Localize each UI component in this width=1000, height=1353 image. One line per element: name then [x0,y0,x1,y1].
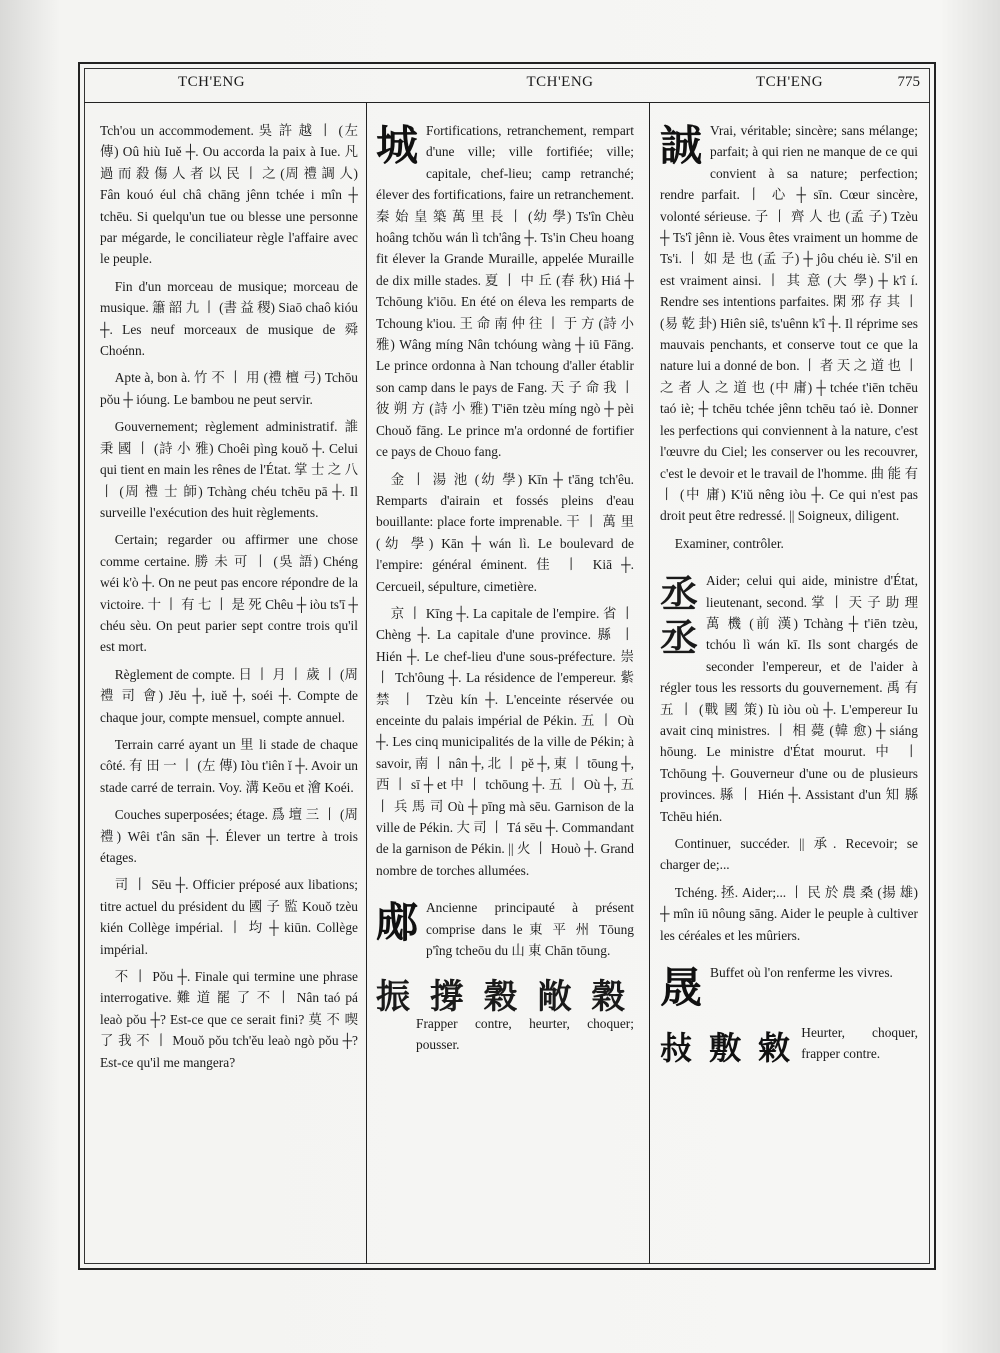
entry-definition: Ancienne principauté à présent comprise dans le 東 平 州 Tōung p'îng tcheōu du 山 東 Chān tōung. [426,900,634,959]
running-head-left: TCH'ENG [178,74,246,90]
column-rule-1 [366,102,367,1264]
col1-paragraph-9: 司 丨 Sēu ┼. Officier préposé aux libations; titre actuel du président du 國 子 監 Kouŏ tzèu kién Collège impérial. 丨 均 ┼ kiūn. Collège impérial. [100,877,358,957]
running-head-center: TCH'ENG [526,74,594,90]
entry-cheng-assist [660,570,918,952]
entry-definition: Heurter, choquer, frapper contre. [801,1025,918,1062]
col1-paragraph-7: Terrain carré ayant un 里 li stade de chaque côté. 有 田 一 丨 (左 傳) Iòu t'iên ĭ ┼. Avoir un stade carré de terrain. Voy. 溝 Keōu et 澮 Koéi. [100,736,358,795]
headword-char-top: 丞 [660,572,699,617]
column-rule-2 [649,102,650,1264]
entry-definition: Vrai, véritable; sincère; sans mélange; parfait; à qui rien ne manque de ce qui convient à sa nature; perfection; rendre parfait. 丨 心 ┼ sīn. Cœur sincère, volonté sérieuse. 子 丨 齊 人 也 (孟 子) Tzèu ┼ Ts'î jênn iè. Vous êtes vraiment un homme de Ts'i. 丨 如 是 也 (孟 子) ┼ jôu chéu iè. S'il en est vraiment ainsi. 丨 其 意 (大 學) ┼ k'î í. Rendre ses intentions parfaites. 閑 邪 存 其 丨 (易 乾 卦) Hiên siê, ts'uênn k'î ┼. Il réprime ses mauvais penchants, et conserve tout ce que la nature lui a donné de bon. 丨 者 天 之 道 也 丨 之 者 人 之 道 也 (中 庸) ┼ tchée t'iēn tchēu taó iè; ┼ tchēu tchée jênn tchēu taó iè. Donner les perfections qui conviennent à la nature, c'est l'œuvre du Ciel; les conserver ou les recouvrer, c'est le devoir et le travail de l'homme. 曲 能 有 丨 (中 庸) K'iŭ nêng iòu ┼. Ce qui n'est pas droit peut être redressé. || Soigneux, diligent. [660,123,918,524]
headword-chars-row: 敊 敷 敹 [660,1029,794,1068]
headword-char: 城 [376,121,419,170]
entry-cheng-heurter [660,1022,918,1072]
entry-definition: 京 丨 Kīng ┼. La capitale de l'empire. 省 丨 Chèng ┼. La capitale d'une province. 縣 丨 Hién ┼. Le chef-lieu d'une sous-préfecture. 崇 丨 Tch'ôung ┼. La résidence de l'empereur. 紫 禁 丨 Tzèu kín ┼. L'enceinte réservée ou enceinte du palais impérial de Pékin. 五 丨 Où ┼. Les cinq municipalités de la ville de Pékin; à savoir, 南 丨 nân ┼, 北 丨 pĕ ┼, 東 丨 tōung ┼, 西 丨 sī ┼ et 中 丨 tchōung ┼. 五 丨 Où ┼, 五 丨 兵 馬 司 Où ┼ pīng mà sēu. Garnison de la ville de Pékin. 大 司 丨 Tá sēu ┼. Commandant de la garnison de Pékin. || 火 丨 Houò ┼. Grand nombre de torches allumées. [376,605,634,878]
headword-chars-row: 振 撐 穀 敞 穀 [376,977,630,1018]
entry-cheng-buffet [660,962,918,1012]
col1-paragraph-1: Tch'ou un accommodement. 吳 許 越 丨 (左 傳) Oû hiù Iuĕ ┼. Ou accorda la paix à Iue. 凡 過 而 殺 傷 人 者 以 民 丨 之 (周 禮 調 人) Fân kouó éul châ chāng jênn tchée i mîn ┼ tchēu. Si quelqu'un tue ou blesse une personne par mégarde, le conciliateur règle l'affaire avec le peuple. [100,123,358,267]
entry-definition: Tchéng. 拯. Aider;... 丨 民 於 農 桑 (揚 雄) ┼ mîn iū nôung sāng. Aider le peuple à cultiver les céréales et les mûriers. [660,884,918,943]
entry-cheng-wall [376,120,634,887]
headword-char-bottom: 丞 [660,616,699,661]
entry-definition: Examiner, contrôler. [674,535,784,551]
entry-definition: Fortifications, retranchement, rempart d'une ville; ville fortifiée; ville; capitale, chef-lieu; camp retranché; élever des fortifications, faire un retranchement. 秦 始 皇 築 萬 里 長 丨 (幼 學) Ts'în Chèu hoâng tchŏu wán lì tch'âng ┼. Ts'in Cheu hoang fit élever la Grande Muraille, appelée Muraille de dix mille stades. 夏 丨 中 丘 (春 秋) Hiá ┼ Tchōung k'iōu. En été on éleva les remparts de Tchoung k'iou. 王 命 南 仲 往 丨 于 方 (詩 小 雅) Wâng míng Nân tchóung wàng ┼ iū Fāng. Le prince ordonna à Nan tchoung d'aller établir son camp dans le pays de Fang. 天 子 命 我 丨 彼 朔 方 (詩 小 雅) T'iēn tzèu míng ngò ┼ pèi Chouŏ fāng. Le prince m'a ordonné de fortifier ce pays de Chouo fang. [376,123,634,460]
entry-definition: Buffet où l'on renferme les vivres. [710,965,893,981]
entry-definition: Aider; celui qui aide, ministre d'État, lieutenant, second. 掌 丨 天 子 助 理 萬 機 (前 漢) Tchàng ┼ t'iēn tzèu, tchóu lì wán kī. Ils sont chargés de seconder l'empereur, et de l'aider à régler tous les ressorts du gouvernement. 禹 有 五 丨 (戰 國 策) Iù iòu où ┼. L'empereur Iu avait cinq ministres. 丨 相 薨 (韓 愈) ┼ siáng hōung. Le ministre d'État mourut. 中 丨 Tchōung ┼. Gouverneur d'une ou de plusieurs provinces. 縣 丨 Hién ┼. Assistant d'un 知 縣 Tchēu hién. [660,573,918,824]
entry-cheng-sincere [660,120,918,560]
entry-cheng-strike [376,977,634,1061]
running-head-right: TCH'ENG [756,74,824,90]
col1-paragraph-5: Certain; regarder ou affirmer une chose comme certaine. 勝 未 可 丨 (吳 語) Chéng wéi k'ò ┼. On ne peut pas encore répondre de la victoire. 十 丨 有 七 丨 是 死 Chêu ┼ iòu ts'ī ┼ chéu sèu. On peut parier sept contre trois qu'il est mort. [100,532,358,655]
col1-paragraph-6: Règlement de compte. 日 丨 月 丨 歲 丨 (周 禮 司 會) Jĕu ┼, iuĕ ┼, soéi ┼. Compte de chaque jour, compte mensuel, compte annuel. [100,666,358,725]
entry-definition: 金 丨 湯 池 (幼 學) Kīn ┼ t'āng tch'êu. Remparts d'airain et fossés pleins d'eau bouillante: place forte imprenable. 干 丨 萬 里 (幼 學) Kān ┼ wán lì. Le boulevard de l'empire: général éminent. 佳 丨 Kiā ┼. Cercueil, sépulture, cimetière. [376,471,634,594]
entry-cheng-principality [376,897,634,967]
col1-paragraph-10: 不 丨 Pŏu ┼. Finale qui termine une phrase interrogative. 難 道 罷 了 不 丨 Nân taó pá leaò pŏu ┼? Est-ce que ce serait fini? 莫 不 喫 了 我 不 丨 Mouŏ pŏu tch'ĕu leaò ngò pŏu ┼? Est-ce qu'il me mangera? [100,969,358,1070]
col1-paragraph-3: Apte à, bon à. 竹 不 丨 用 (禮 檀 弓) Tchōu pŏu ┼ ióung. Le bambou ne peut servir. [100,370,358,407]
entry-definition: Continuer, succéder. || 承. Recevoir; se charger de;... [660,836,918,873]
column-middle [376,120,634,1258]
headword-char: 誠 [660,121,703,170]
col1-paragraph-4: Gouvernement; règlement administratif. 誰 秉 國 丨 (詩 小 雅) Choêi pìng kouŏ ┼. Celui qui tient en main les rênes de l'État. 掌 士 之 八 丨 (周 禮 士 師) Tchàng chéu tchēu pā ┼. Il surveille l'exécution des huit règlements. [100,419,358,520]
entry-definition: Frapper contre, heurter, choquer; pousser. [416,1015,634,1053]
page-number: 775 [897,74,920,90]
header-rule [84,102,930,103]
col1-paragraph-2: Fin d'un morceau de musique; morceau de musique. 簫 韶 九 丨 (書 益 稷) Siaō chaô kióu ┼. Les neuf morceaux de musique de 舜 Choénn. [100,278,358,359]
col1-paragraph-8: Couches superposées; étage. 爲 壇 三 丨 (周 禮) Wêi t'ân sān ┼. Élever un tertre à trois étages. [100,807,358,865]
headword-stack [660,572,698,660]
headword-char: 晟 [660,963,703,1013]
headword-char: 郕 [376,898,419,948]
page-frame [78,62,936,1270]
column-left [100,120,358,1258]
column-right [660,120,918,1258]
